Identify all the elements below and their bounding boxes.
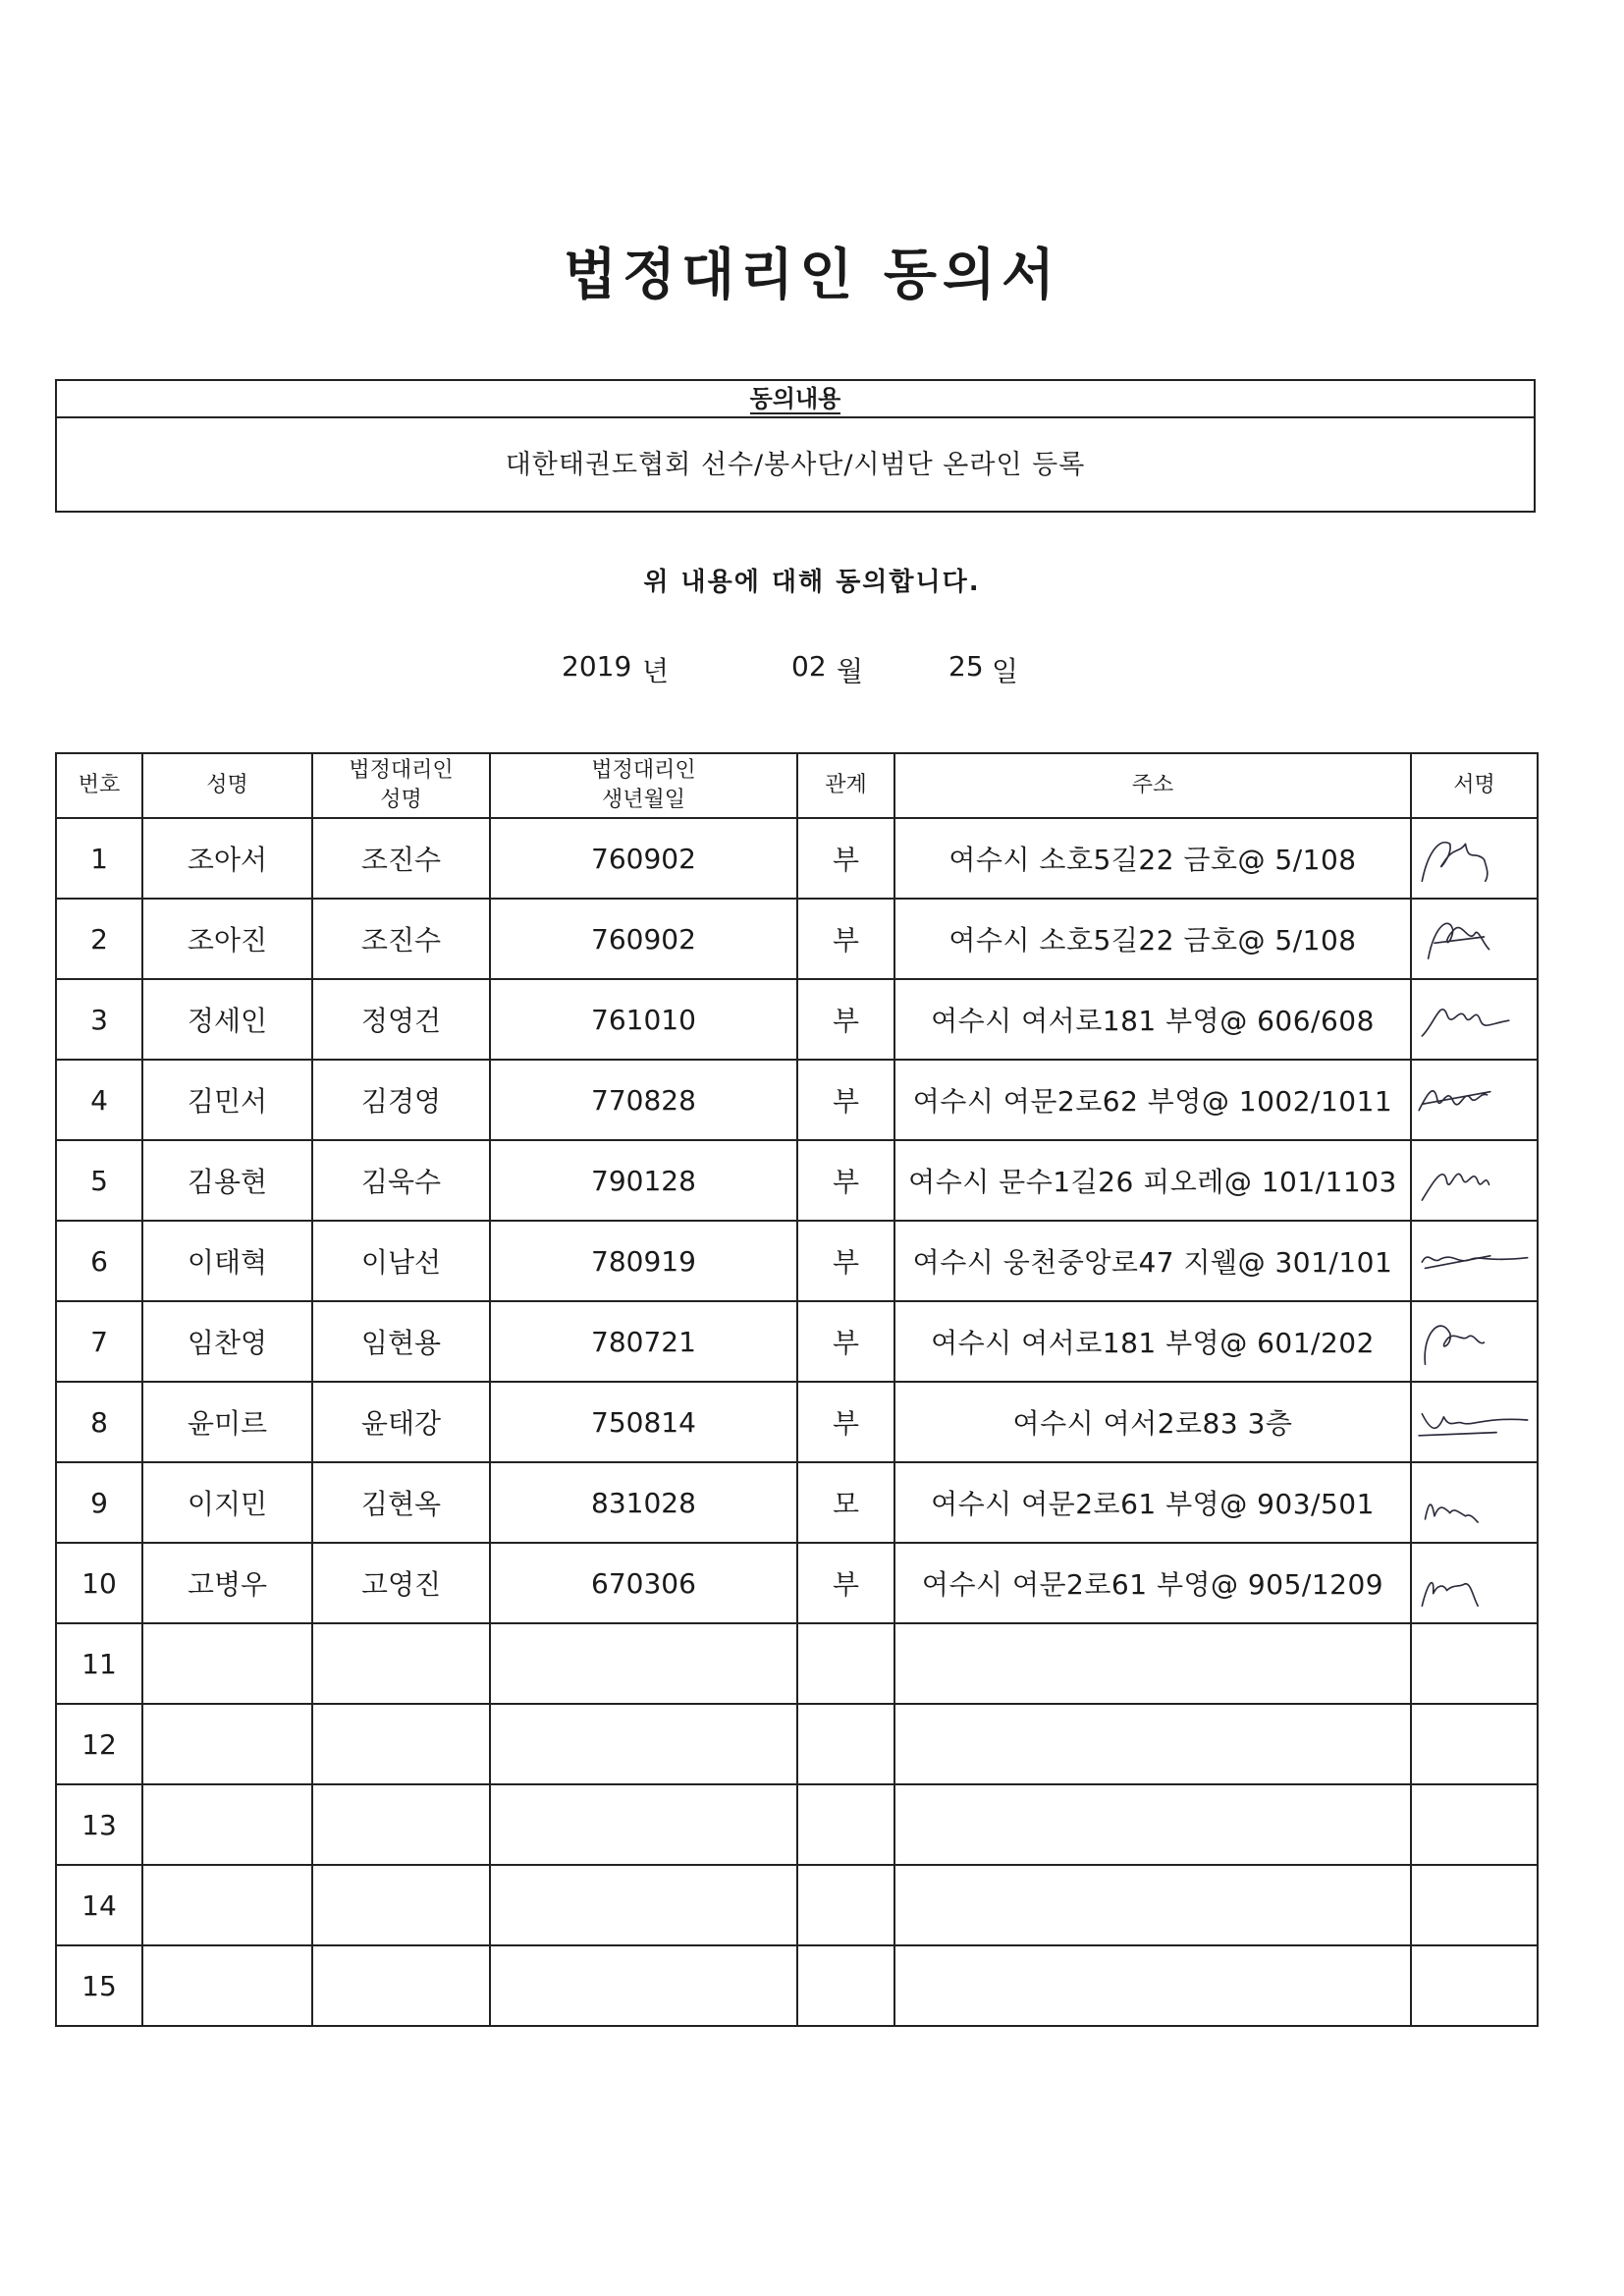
row-no: 5 (56, 1140, 142, 1221)
row-name: 고병우 (142, 1543, 312, 1623)
row-signature (1411, 1704, 1538, 1784)
row-address: 여수시 문수1길26 피오레@ 101/1103 (894, 1140, 1411, 1221)
header-name: 성명 (142, 753, 312, 818)
document-title: 법정대리인 동의서 (563, 244, 1061, 307)
row-guardian-birth: 790128 (490, 1140, 797, 1221)
row-signature (1411, 1301, 1538, 1382)
row-name (142, 1623, 312, 1704)
row-name: 정세인 (142, 979, 312, 1060)
row-no: 4 (56, 1060, 142, 1140)
row-signature (1411, 1784, 1538, 1865)
table-row (56, 1704, 1538, 1784)
row-address (894, 1784, 1411, 1865)
row-no: 6 (56, 1221, 142, 1301)
table-row (56, 1060, 1538, 1140)
row-guardian-birth: 780919 (490, 1221, 797, 1301)
row-guardian-name: 이남선 (312, 1221, 490, 1301)
row-guardian-birth: 780721 (490, 1301, 797, 1382)
table-row (56, 979, 1538, 1060)
row-signature (1411, 1140, 1538, 1221)
row-relation: 부 (797, 1060, 894, 1140)
header-relation: 관계 (797, 753, 894, 818)
row-relation (797, 1623, 894, 1704)
table-row (56, 1140, 1538, 1221)
row-guardian-birth: 831028 (490, 1462, 797, 1543)
row-guardian-birth (490, 1945, 797, 2026)
row-guardian-birth: 760902 (490, 818, 797, 899)
table-row (56, 1301, 1538, 1382)
row-name (142, 1865, 312, 1945)
row-signature (1411, 1865, 1538, 1945)
table-row (56, 818, 1538, 899)
handwritten-signature-icon (1416, 1532, 1534, 1630)
row-name: 이태혁 (142, 1221, 312, 1301)
row-guardian-birth: 761010 (490, 979, 797, 1060)
row-relation (797, 1704, 894, 1784)
date-day: 25 (948, 650, 984, 683)
row-no: 14 (56, 1865, 142, 1945)
row-name: 임찬영 (142, 1301, 312, 1382)
row-signature (1411, 818, 1538, 899)
row-address: 여수시 여문2로61 부영@ 903/501 (894, 1462, 1411, 1543)
row-name: 김민서 (142, 1060, 312, 1140)
row-name: 이지민 (142, 1462, 312, 1543)
row-address: 여수시 여서2로83 3층 (894, 1382, 1411, 1462)
guardian-roster-table (55, 752, 1539, 2027)
row-guardian-name: 조진수 (312, 899, 490, 979)
row-name (142, 1704, 312, 1784)
row-signature (1411, 1945, 1538, 2026)
row-address: 여수시 여문2로61 부영@ 905/1209 (894, 1543, 1411, 1623)
row-name: 윤미르 (142, 1382, 312, 1462)
date-year-unit: 년 (642, 655, 670, 687)
row-guardian-name: 정영건 (312, 979, 490, 1060)
table-row (56, 1945, 1538, 2026)
date-year: 2019 (562, 650, 632, 683)
row-address (894, 1704, 1411, 1784)
row-guardian-name (312, 1865, 490, 1945)
row-name: 조아서 (142, 818, 312, 899)
row-guardian-birth (490, 1865, 797, 1945)
header-guardian-birth: 법정대리인 생년월일 (490, 753, 797, 818)
row-guardian-name (312, 1623, 490, 1704)
row-address: 여수시 여서로181 부영@ 601/202 (894, 1301, 1411, 1382)
row-signature (1411, 1221, 1538, 1301)
table-row (56, 1865, 1538, 1945)
row-guardian-birth (490, 1784, 797, 1865)
row-relation: 부 (797, 979, 894, 1060)
row-guardian-birth: 770828 (490, 1060, 797, 1140)
row-guardian-name: 김현옥 (312, 1462, 490, 1543)
date-month-unit: 월 (837, 655, 864, 687)
table-row (56, 1784, 1538, 1865)
row-signature (1411, 1060, 1538, 1140)
row-guardian-name (312, 1945, 490, 2026)
row-relation (797, 1945, 894, 2026)
date-month: 02 (791, 650, 827, 683)
row-relation: 모 (797, 1462, 894, 1543)
row-address (894, 1623, 1411, 1704)
row-name: 조아진 (142, 899, 312, 979)
row-guardian-birth (490, 1623, 797, 1704)
row-signature (1411, 899, 1538, 979)
header-signature: 서명 (1411, 753, 1538, 818)
row-guardian-birth: 760902 (490, 899, 797, 979)
table-row (56, 899, 1538, 979)
row-guardian-name: 김욱수 (312, 1140, 490, 1221)
row-guardian-name: 임현용 (312, 1301, 490, 1382)
row-no: 15 (56, 1945, 142, 2026)
row-no: 1 (56, 818, 142, 899)
table-row (56, 1221, 1538, 1301)
row-relation: 부 (797, 1543, 894, 1623)
row-no: 12 (56, 1704, 142, 1784)
row-relation (797, 1865, 894, 1945)
table-header-row (56, 753, 1538, 818)
row-relation: 부 (797, 1382, 894, 1462)
row-name (142, 1784, 312, 1865)
header-address: 주소 (894, 753, 1411, 818)
row-no: 13 (56, 1784, 142, 1865)
row-relation: 부 (797, 1140, 894, 1221)
table-row (56, 1623, 1538, 1704)
table-row (56, 1462, 1538, 1543)
row-guardian-birth: 670306 (490, 1543, 797, 1623)
consent-heading: 동의내용 (57, 381, 1534, 418)
row-relation: 부 (797, 1301, 894, 1382)
header-guardian-name: 법정대리인 성명 (312, 753, 490, 818)
row-no: 9 (56, 1462, 142, 1543)
consent-content: 대한태권도협회 선수/봉사단/시범단 온라인 등록 (505, 450, 1086, 480)
date-day-unit: 일 (992, 655, 1019, 687)
row-address: 여수시 소호5길22 금호@ 5/108 (894, 818, 1411, 899)
row-no: 10 (56, 1543, 142, 1623)
row-guardian-name: 고영진 (312, 1543, 490, 1623)
row-signature (1411, 1623, 1538, 1704)
row-address: 여수시 웅천중앙로47 지웰@ 301/101 (894, 1221, 1411, 1301)
row-guardian-birth (490, 1704, 797, 1784)
row-relation: 부 (797, 899, 894, 979)
row-signature (1411, 1543, 1538, 1623)
row-signature (1411, 1462, 1538, 1543)
row-relation: 부 (797, 818, 894, 899)
consent-box (55, 379, 1536, 513)
row-signature (1411, 979, 1538, 1060)
row-guardian-name: 조진수 (312, 818, 490, 899)
row-address: 여수시 소호5길22 금호@ 5/108 (894, 899, 1411, 979)
row-no: 8 (56, 1382, 142, 1462)
row-address (894, 1865, 1411, 1945)
row-relation: 부 (797, 1221, 894, 1301)
row-address: 여수시 여문2로62 부영@ 1002/1011 (894, 1060, 1411, 1140)
table-row (56, 1543, 1538, 1623)
row-guardian-birth: 750814 (490, 1382, 797, 1462)
row-no: 11 (56, 1623, 142, 1704)
row-no: 2 (56, 899, 142, 979)
row-name: 김용현 (142, 1140, 312, 1221)
table-row (56, 1382, 1538, 1462)
row-no: 7 (56, 1301, 142, 1382)
row-signature (1411, 1382, 1538, 1462)
agree-statement: 위 내용에 대해 동의합니다. (643, 568, 981, 597)
row-name (142, 1945, 312, 2026)
row-address: 여수시 여서로181 부영@ 606/608 (894, 979, 1411, 1060)
row-guardian-name: 김경영 (312, 1060, 490, 1140)
row-guardian-name: 윤태강 (312, 1382, 490, 1462)
header-no: 번호 (56, 753, 142, 818)
row-relation (797, 1784, 894, 1865)
row-guardian-name (312, 1784, 490, 1865)
row-guardian-name (312, 1704, 490, 1784)
row-address (894, 1945, 1411, 2026)
row-no: 3 (56, 979, 142, 1060)
